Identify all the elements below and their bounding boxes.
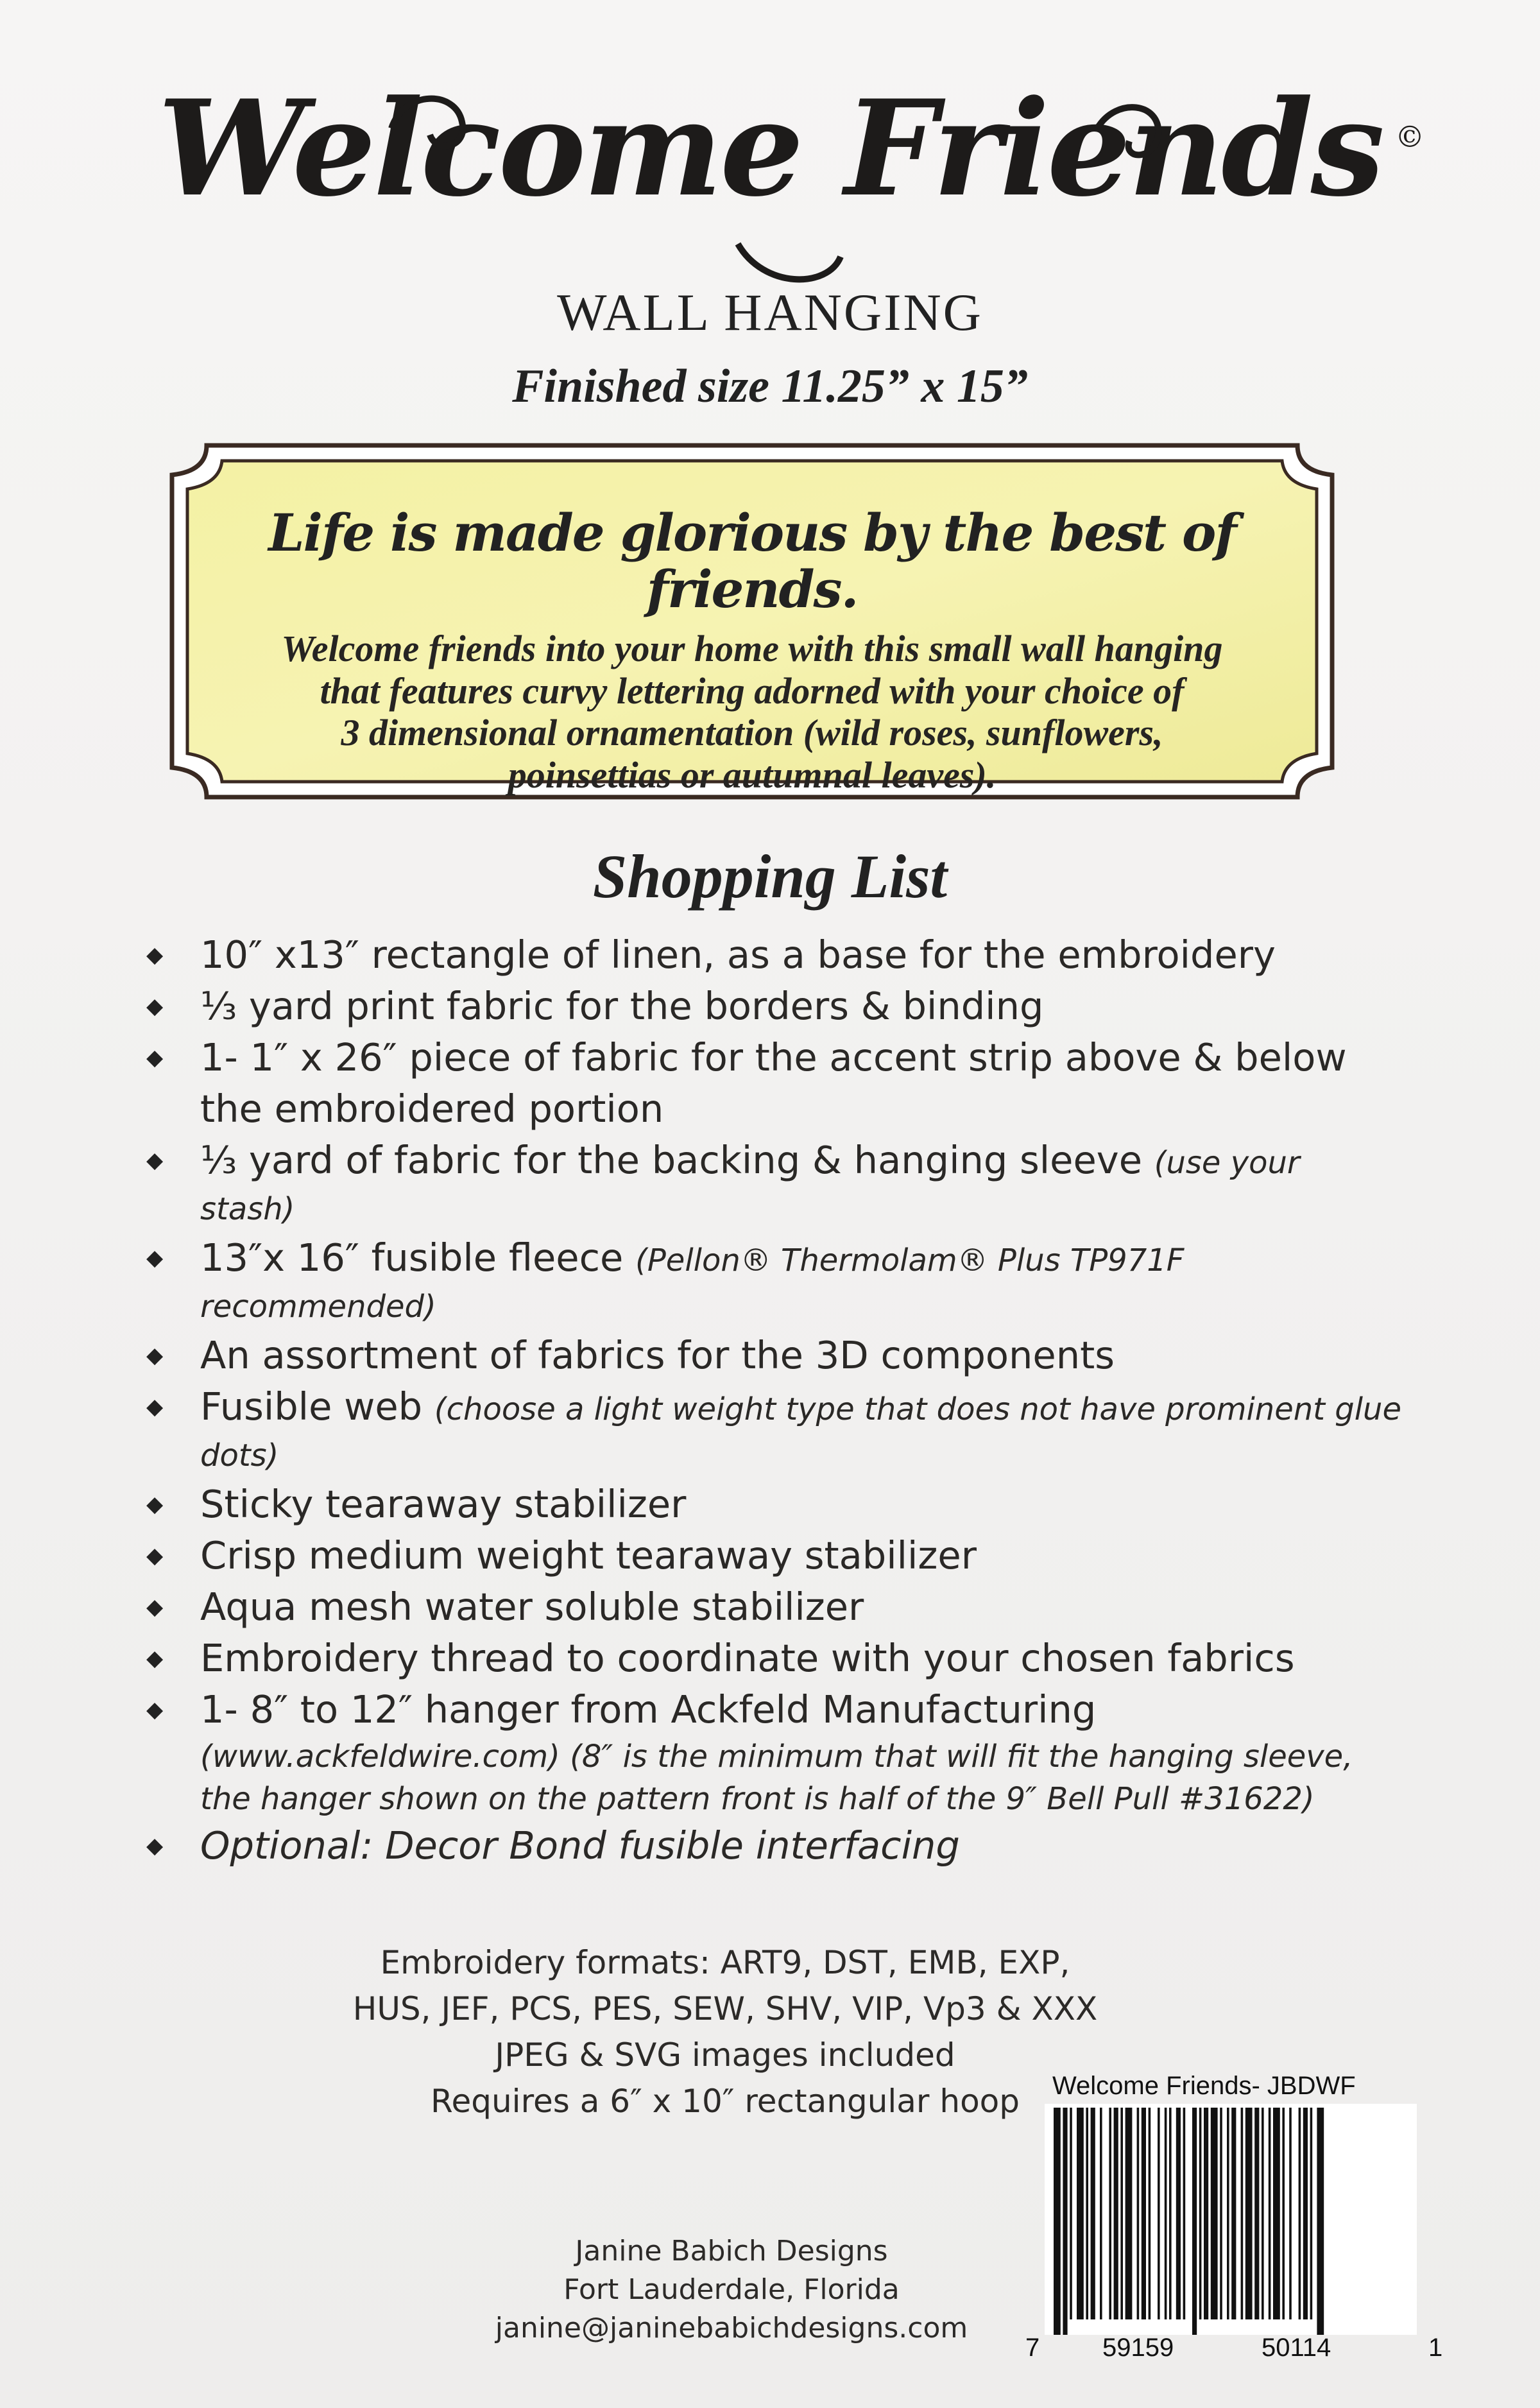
designer-email[interactable]: janine@janinebabichdesigns.com	[495, 2312, 968, 2344]
list-item	[146, 1530, 1442, 1581]
barcode-icon	[1045, 2104, 1417, 2335]
list-item-text: An assortment of fabrics for the 3D components	[200, 1333, 1115, 1377]
barcode-bar	[1204, 2108, 1208, 2319]
barcode-bar	[1109, 2108, 1111, 2319]
plaque-text	[168, 504, 1336, 796]
formats-line: JPEG & SVG images included	[495, 2036, 955, 2074]
formats-line: Embroidery formats: ART9, DST, EMB, EXP,	[380, 1944, 1070, 1981]
formats-line: HUS, JEF, PCS, PES, SEW, SHV, VIP, Vp3 & XXX	[352, 1990, 1098, 2027]
pattern-subtitle: WALL HANGING	[557, 283, 983, 341]
barcode-bar	[1077, 2108, 1084, 2319]
diamond-bullet-icon: ◆	[146, 1394, 164, 1420]
barcode-bar	[1282, 2108, 1285, 2319]
list-item-note: (Pellon® Thermolam® Plus TP971F	[635, 1243, 1185, 1278]
list-item	[146, 1032, 1442, 1135]
list-item	[146, 1381, 1442, 1479]
list-item	[146, 1479, 1442, 1530]
list-item-note: (choose a light weight type that does not have prominent glue	[434, 1391, 1402, 1427]
barcode-bar	[1310, 2108, 1313, 2319]
plaque-description-line: poinsettias or autumnal leaves).	[508, 753, 997, 796]
list-item-note: (use your	[1154, 1145, 1300, 1181]
list-item-text: Sticky tearaway stabilizer	[200, 1482, 687, 1526]
barcode-bar	[1183, 2108, 1186, 2319]
designer-name: Janine Babich Designs	[575, 2235, 888, 2267]
list-item-note-continuation: dots)	[200, 1438, 279, 1474]
barcode-bar	[1299, 2108, 1301, 2319]
designer-location: Fort Lauderdale, Florida	[563, 2273, 900, 2306]
barcode-bar	[1254, 2108, 1259, 2319]
list-item-text: 1- 8″ to 12″ hanger from Ackfeld Manufacturing	[200, 1687, 1097, 1732]
barcode-bar	[1262, 2108, 1264, 2319]
list-item	[146, 1135, 1442, 1232]
barcode-bar	[1120, 2108, 1123, 2319]
barcode-bar	[1289, 2108, 1292, 2319]
barcode-bar	[1158, 2108, 1160, 2319]
barcode-bar	[1063, 2108, 1067, 2335]
barcode-bar	[1086, 2108, 1088, 2319]
diamond-bullet-icon: ◆	[146, 1343, 164, 1368]
barcode-bar	[1137, 2108, 1140, 2319]
title-flourish-icon	[379, 83, 1174, 295]
designer-contact	[404, 2232, 1059, 2348]
barcode-bar	[1125, 2108, 1133, 2319]
list-item-text: Embroidery thread to coordinate with your chosen fabrics	[200, 1636, 1295, 1680]
embroidery-formats	[270, 1939, 1181, 2124]
barcode-bar	[1269, 2108, 1271, 2319]
list-item	[146, 981, 1442, 1032]
barcode-bar	[1220, 2108, 1222, 2319]
list-item	[146, 1581, 1442, 1633]
barcode-digit-group: 1	[1428, 2334, 1443, 2362]
barcode-bar	[1142, 2108, 1146, 2319]
diamond-bullet-icon: ◆	[146, 1148, 164, 1173]
barcode-bar	[1114, 2108, 1118, 2319]
plaque-description-line: Welcome friends into your home with this small wall hanging	[281, 628, 1223, 669]
diamond-bullet-icon: ◆	[146, 1646, 164, 1671]
barcode-label: Welcome Friends- JBDWF	[1052, 2072, 1356, 2100]
barcode-digit-group: 50114	[1262, 2334, 1331, 2362]
barcode-bar	[1245, 2108, 1253, 2319]
barcode-bar	[1100, 2108, 1102, 2319]
list-item-text: 13″x 16″ fusible fleece	[200, 1235, 624, 1280]
pattern-title-text: Welcome Friends	[157, 72, 1383, 226]
diamond-bullet-icon: ◆	[146, 942, 164, 968]
barcode-bar	[1241, 2108, 1244, 2319]
barcode-bar	[1273, 2108, 1280, 2319]
list-item-text: Aqua mesh water soluble stabilizer	[200, 1585, 864, 1629]
diamond-bullet-icon: ◆	[146, 1833, 164, 1859]
finished-size: Finished size 11.25” x 15”	[512, 360, 1028, 413]
list-item-note-continuation: recommended)	[200, 1289, 436, 1325]
description-plaque	[168, 442, 1336, 801]
list-item	[146, 1232, 1442, 1330]
barcode-digit-group: 7	[1025, 2334, 1040, 2362]
plaque-tagline: Life is made glorious by the best of friends.	[268, 503, 1236, 619]
list-item-text: Crisp medium weight tearaway stabilizer	[200, 1533, 977, 1578]
diamond-bullet-icon: ◆	[146, 1697, 164, 1723]
list-item-note: (www.ackfeldwire.com) (8″ is the minimum that will fit the hanging sleeve,	[200, 1739, 1353, 1775]
plaque-description	[168, 628, 1336, 796]
diamond-bullet-icon: ◆	[146, 1543, 164, 1569]
barcode-bar	[1054, 2108, 1061, 2335]
shopping-list-heading: Shopping List	[592, 842, 948, 911]
plaque-description-line: 3 dimensional ornamentation (wild roses, sunflowers,	[341, 712, 1163, 754]
list-item-continuation: the embroidered portion	[200, 1087, 664, 1131]
list-item-text: ¹⁄₃ yard of fabric for the backing & hanging sleeve	[200, 1138, 1142, 1182]
list-item-text: ¹⁄₃ yard print fabric for the borders & binding	[200, 984, 1044, 1028]
list-item-text: 10″ x13″ rectangle of linen, as a base for the embroidery	[200, 933, 1276, 977]
diamond-bullet-icon: ◆	[146, 1045, 164, 1071]
barcode-digit-group: 59159	[1102, 2334, 1174, 2362]
list-item-note-continuation: the hanger shown on the pattern front is half of the 9″ Bell Pull #31622)	[200, 1781, 1315, 1817]
copyright-mark: ©	[1395, 119, 1423, 154]
diamond-bullet-icon: ◆	[146, 1594, 164, 1620]
diamond-bullet-icon: ◆	[146, 1492, 164, 1517]
list-item	[146, 929, 1442, 981]
barcode-bar	[1176, 2108, 1181, 2319]
shopping-list	[146, 929, 1442, 1871]
plaque-description-line: that features curvy lettering adorned with your choice of	[320, 669, 1185, 712]
list-item	[146, 1633, 1442, 1684]
barcode-digits	[1025, 2334, 1449, 2369]
barcode-bar	[1303, 2108, 1308, 2319]
formats-line: Requires a 6″ x 10″ rectangular hoop	[431, 2083, 1020, 2120]
barcode-bar	[1149, 2108, 1151, 2319]
barcode-bar	[1165, 2108, 1167, 2319]
barcode-bar	[1192, 2108, 1197, 2335]
list-item-text: 1- 1″ x 26″ piece of fabric for the accent strip above & below	[200, 1035, 1347, 1079]
barcode-bar	[1199, 2108, 1202, 2319]
barcode-bar	[1317, 2108, 1324, 2335]
list-item-text: Fusible web	[200, 1384, 423, 1429]
barcode-bar	[1231, 2108, 1236, 2319]
diamond-bullet-icon: ◆	[146, 993, 164, 1019]
barcode-bar	[1227, 2108, 1229, 2319]
list-item	[146, 1684, 1442, 1820]
barcode-bar	[1211, 2108, 1218, 2319]
list-item	[146, 1330, 1442, 1381]
barcode-bar	[1169, 2108, 1172, 2319]
list-item	[146, 1820, 1442, 1871]
barcode-bar	[1070, 2108, 1072, 2319]
list-item-note-continuation: stash)	[200, 1191, 295, 1227]
list-item-text: Optional: Decor Bond fusible interfacing	[200, 1823, 960, 1868]
barcode-bar	[1091, 2108, 1095, 2319]
diamond-bullet-icon: ◆	[146, 1245, 164, 1271]
